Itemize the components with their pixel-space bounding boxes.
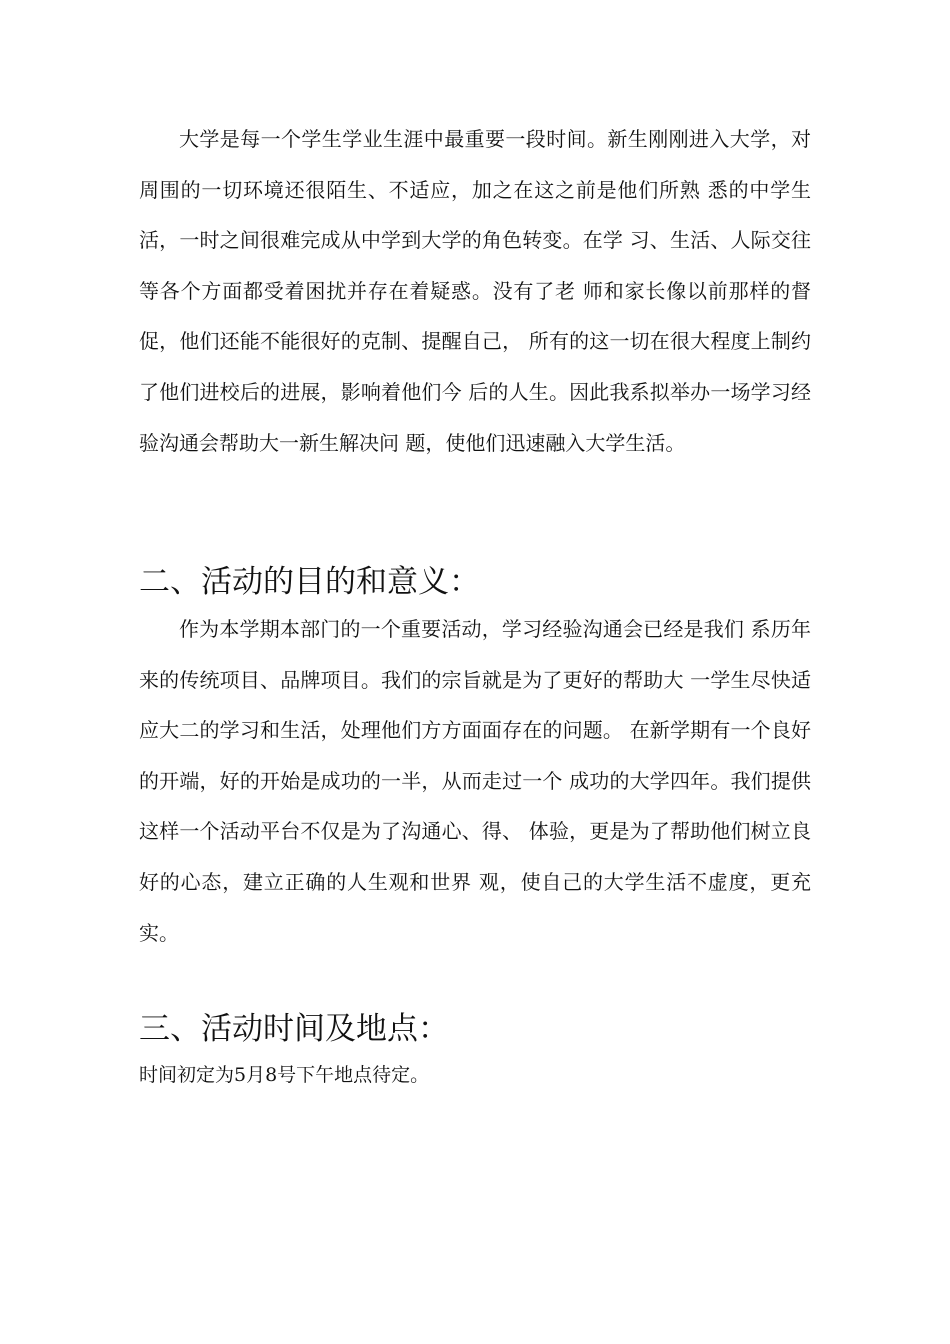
intro-paragraph: 大学是每一个学生学业生涯中最重要一段时间。新生刚刚进入大学，对周围的一切环境还很陌生、不适应，加之在这之前是他们所熟 悉的中学生活，一时之间很难完成从中学到大学的角色转变。在学 习、生活、人际交往等各个方面都受着困扰并存在着疑惑。没有了老 师和家长像以前那样的督促，他们还能不能很好的克制、提醒自己， 所有的这一切在很大程度上制约了他们进校后的进展，影响着他们今 后的人生。因此我系拟举办一场学习经验沟通会帮助大一新生解决问 题，使他们迅速融入大学生活。 [139, 127, 811, 455]
time-place-paragraph: 时间初定为5月8号下午地点待定。 [139, 1064, 430, 1086]
section-heading-purpose: 二、活动的目的和意义： [139, 564, 480, 600]
purpose-paragraph: 作为本学期本部门的一个重要活动，学习经验沟通会已经是我们 系历年来的传统项目、品牌项目。我们的宗旨就是为了更好的帮助大 一学生尽快适应大二的学习和生活，处理他们方方面面存在的问题。 在新学期有一个良好的开端，好的开始是成功的一半，从而走过一个 成功的大学四年。我们提供这样一个活动平台不仅是为了沟通心、得、 体验，更是为了帮助他们树立良好的心态，建立正确的人生观和世界 观，使自己的大学生活不虚度，更充实。 [139, 617, 811, 945]
section-heading-time-place: 三、活动时间及地点： [139, 1011, 449, 1047]
